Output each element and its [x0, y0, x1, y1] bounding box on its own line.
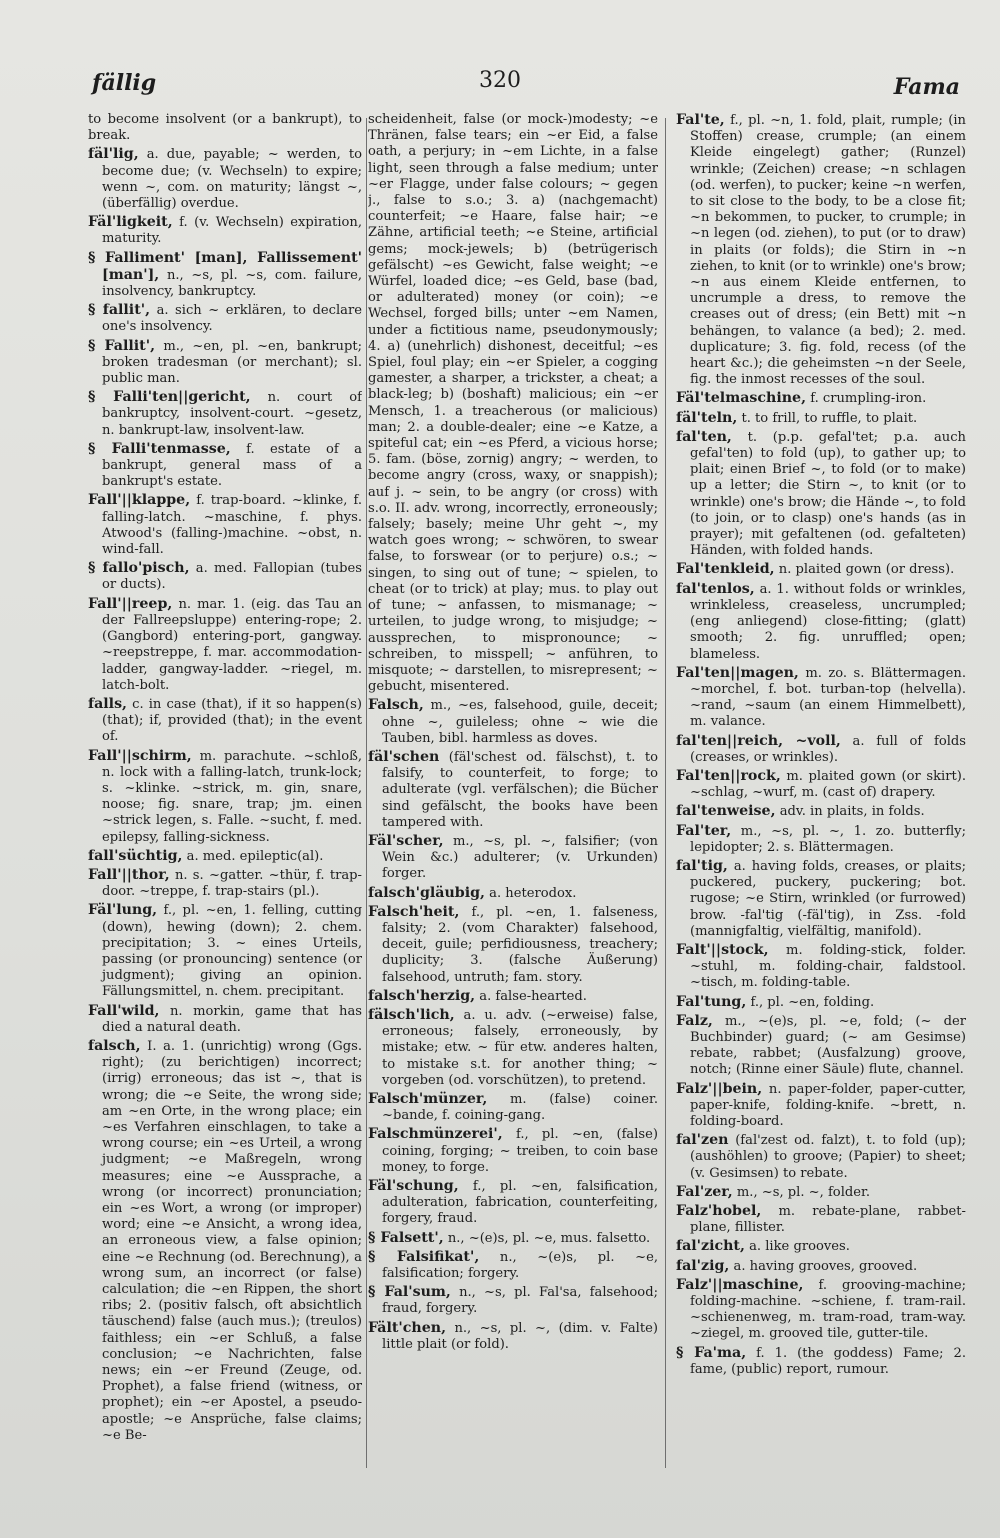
entry-definition: m. plaited gown (or skirt). ~schlag, ~wurf, m. (cast of) drapery.	[690, 768, 966, 801]
entry-definition: a. having grooves, grooved.	[733, 1258, 918, 1274]
dictionary-entry	[676, 1203, 966, 1236]
entry-definition: a. u. adv. (~erweise) false, erroneous; falsely, erroneously, by mistake; etw. ~ für etw. anderes halten, to mistake s.t. for another thing; ~ vorgeben (od. vorschützen), to pretend.	[382, 1007, 658, 1088]
entry-definition: (fal'zest od. falzt), t. to fold (up); (aushöhlen) to groove; (Papier) to sheet; (v. Gesimsen) to rebate.	[690, 1133, 966, 1181]
entry-definition: a. like grooves.	[749, 1239, 850, 1255]
entry-definition: m., ~s, pl. ~, folder.	[736, 1184, 870, 1200]
entry-headword: § Falsett',	[368, 1229, 444, 1246]
entry-headword: Fal'tenkleid,	[676, 561, 775, 578]
dictionary-entry	[88, 112, 362, 144]
dictionary-entry	[88, 146, 362, 212]
entry-headword: Fall'wild,	[88, 1002, 160, 1019]
entry-headword: Fal'zer,	[676, 1183, 733, 1200]
column-3	[676, 112, 966, 1492]
entry-definition: a. med. epileptic(al).	[186, 848, 324, 864]
dictionary-entry	[676, 665, 966, 731]
entry-definition: n. plaited gown (or dress).	[778, 562, 955, 578]
entry-headword: Fäl'scher,	[368, 832, 444, 849]
entry-headword: § Fal'sum,	[368, 1284, 451, 1301]
entry-definition: m. rebate-plane, rabbet-plane, fillister.	[690, 1204, 966, 1236]
dictionary-entry	[676, 1258, 966, 1275]
entry-definition: a. med. Fallopian (tubes or ducts).	[102, 561, 362, 593]
entry-headword: Fall'||schirm,	[88, 747, 192, 764]
entry-definition: f. (v. Wechseln) expiration, maturity.	[102, 215, 362, 247]
column-divider	[366, 118, 367, 1468]
entry-definition: m., ~s, pl. ~, falsifier; (von Wein &c.) adulterer; (v. Urkunden) forger.	[382, 833, 658, 882]
entry-headword: Falz'||maschine,	[676, 1276, 804, 1293]
dictionary-entry	[676, 1345, 966, 1378]
entry-headword: fal'tenweise,	[676, 803, 776, 820]
dictionary-entry	[88, 214, 362, 247]
dictionary-entry	[368, 988, 658, 1005]
dictionary-entry	[676, 858, 966, 940]
entry-headword: Falsch,	[368, 697, 424, 714]
entry-headword: falsch'gläubig,	[368, 884, 485, 901]
dictionary-entry	[368, 1284, 658, 1317]
entry-definition: a. having folds, creases, or plaits; puckered, puckery, puckering; bot. rugose; ~e Stirn, wrinkled (or furrowed) brow. -fal'tig (-fäl'tig), in Zss. -fold (mannigfaltig, vielfältig, manifold).	[690, 858, 966, 939]
dictionary-entry	[368, 833, 658, 883]
entry-definition: adv. in plaits, in folds.	[779, 804, 925, 820]
entry-headword: § Falli'ten||gericht,	[88, 389, 251, 406]
entry-definition: t. (p.p. gefal'tet; p.a. auch gefal'ten) to fold (up), to gather up; to plait; einen Brief ~, to fold (or to make) up a letter; die Stirn ~, to knit (or to wrinkle) one's brow; die Hände ~, to fold (to join, or to clasp) one's hands (as in prayer); mit gefaltenen (od. gefalteten) Händen, with folded hands.	[690, 429, 966, 559]
dictionary-entry	[676, 994, 966, 1011]
entry-headword: § Falli'tenmasse,	[88, 440, 231, 457]
dictionary-entry	[88, 250, 362, 301]
dictionary-entry	[676, 733, 966, 766]
entry-definition: I. a. 1. (unrichtig) wrong (Ggs. right); (zu berichtigen) incorrect; (irrig) erroneous; das ist ~, that is wrong; die ~e Seite, the wrong side; am ~en Orte, in the wrong place; ein ~es Verfahren einschlagen, to take a wrong course; ein ~es Urteil, a wrong judgment; ~e Maßregeln, wrong measures; eine ~e Aussprache, a wrong (or incorrect) pronunciation; ein ~es Wort, a wrong (or improper) word; eine ~e Ansicht, a wrong idea, an erroneous view, a false opinion; eine ~e Rechnung (od. Berechnung), a wrong sum, an incorrect (or false) calculation; die ~en Rippen, the short ribs; 2. (positiv falsch, oft absichtlich täuschend) false (auch mus.); (treulos) faithless; ein ~er Schluß, a false conclusion; ~e Nachrichten, false news; ein ~er Freund (Zeuge, od. Prophet), a false friend (witness, or prophet); ein ~er Apostel, a pseudo-apostle; ~e Ansprüche, false claims; ~e Be-	[102, 1038, 362, 1443]
entry-definition: t. to frill, to ruffle, to plait.	[741, 410, 918, 426]
entry-definition: n., ~s, pl. Fal'sa, falsehood; fraud, forgery.	[382, 1285, 658, 1317]
entry-definition: m., ~es, falsehood, guile, deceit; ohne ~, guileless; ohne ~ wie die Tauben, bibl. harmless as doves.	[382, 698, 658, 746]
entry-headword: Falsch'münzer,	[368, 1090, 488, 1107]
dictionary-entry	[676, 768, 966, 801]
entry-headword: fal'ten,	[676, 428, 732, 445]
entry-headword: fal'tenlos,	[676, 580, 755, 597]
entry-definition: f. crumpling-iron.	[810, 391, 927, 407]
entry-definition: m., ~en, pl. ~en, bankrupt; broken tradesman (or merchant); sl. public man.	[102, 338, 362, 387]
entry-definition: n., ~s, pl. ~s, com. failure, insolvency, bankruptcy.	[102, 267, 362, 300]
dictionary-entry	[368, 1178, 658, 1228]
entry-definition: a. 1. without folds or wrinkles, wrinkleless, creaseless, uncrumpled; (eng anliegend) close-fitting; (glatt) smooth; 2. fig. unruffled; open; blameless.	[690, 581, 966, 662]
entry-definition: (fäl'schest od. fälschst), t. to falsify, to counterfeit, to forge; to adulterate (vgl. verfälschen); die Bücher sind gefälscht, the books have been tampered with.	[382, 749, 658, 830]
entry-headword: fäl'teln,	[676, 409, 738, 426]
entry-definition: f. estate of a bankrupt, general mass of a bankrupt's estate.	[102, 441, 362, 490]
entry-headword: Falsch'heit,	[368, 903, 460, 920]
entry-definition: c. in case (that), if it so happen(s) (that); if, provided (that); in the event of.	[102, 696, 362, 745]
dictionary-entry	[676, 1081, 966, 1131]
entry-headword: fälsch'lich,	[368, 1006, 455, 1023]
dictionary-entry	[88, 867, 362, 900]
dictionary-entry	[368, 697, 658, 747]
page-header	[0, 60, 1000, 100]
dictionary-entry	[368, 1320, 658, 1353]
entry-definition: f., pl. ~en, folding.	[750, 994, 875, 1010]
dictionary-entry	[676, 1132, 966, 1182]
entry-headword: § Fa'ma,	[676, 1344, 747, 1361]
entry-definition: n. morkin, game that has died a natural death.	[102, 1003, 362, 1035]
dictionary-entry	[88, 389, 362, 439]
dictionary-entry	[676, 112, 966, 388]
entry-headword: fal'zicht,	[676, 1238, 745, 1255]
entry-definition: a. sich ~ erklären, to declare one's insolvency.	[102, 303, 362, 335]
entry-definition: m. parachute. ~schloß, n. lock with a falling-latch, trunk-lock; s. ~klinke. ~strick, m. gin, snare, noose; fig. snare, trap; jm. einen ~strick legen, s. Falle. ~sucht, f. med. epilepsy, falling-sickness.	[102, 748, 362, 845]
entry-definition: f. 1. (the goddess) Fame; 2. fame, (public) report, rumour.	[690, 1345, 966, 1377]
entry-headword: fäl'lig,	[88, 146, 139, 163]
entry-definition: f., pl. ~en, 1. falseness, falsity; 2. (vom Charakter) falsehood, deceit, guile; perfidiousness, treachery; duplicity; 3. (falsche Äußerung) falsehood, untruth; fam. story.	[382, 904, 658, 985]
dictionary-entry	[88, 596, 362, 694]
dictionary-entry	[368, 904, 658, 986]
entry-headword: Falschmünzerei',	[368, 1126, 503, 1143]
entry-headword: Fäl'ligkeit,	[88, 214, 173, 231]
entry-headword: fal'tig,	[676, 857, 728, 874]
dictionary-entry	[368, 749, 658, 831]
entry-definition: m. folding-stick, folder. ~stuhl, m. folding-chair, faldstool. ~tisch, m. folding-table.	[690, 942, 966, 991]
entry-headword: Fäl'schung,	[368, 1178, 459, 1194]
entry-headword: fal'ten||reich, ~voll,	[676, 732, 841, 749]
entry-headword: Fäl'lung,	[88, 902, 158, 919]
dictionary-entry	[676, 942, 966, 992]
dictionary-entry	[368, 1126, 658, 1176]
entry-definition: f., pl. ~en, (false) coining, forging; ~ treiben, to coin base money, to forge.	[382, 1127, 658, 1175]
entry-definition: n., ~(e)s, pl. ~e, falsification; forgery.	[382, 1249, 658, 1282]
entry-definition: to become insolvent (or a bankrupt), to break.	[88, 112, 362, 144]
entry-headword: falsch,	[88, 1037, 141, 1054]
dictionary-entry	[88, 748, 362, 846]
header-first-word: fällig	[92, 70, 157, 96]
entry-headword: Fal'te,	[676, 112, 725, 128]
page-number: 320	[479, 68, 521, 93]
entry-headword: Falz'hobel,	[676, 1203, 762, 1219]
entry-definition: m., ~(e)s, pl. ~e, fold; (~ der Buchbinder) guard; (~ am Gesimse) rebate, rabbet; (Ausfalzung) groove, notch; (Rinne einer Säule) flute, channel.	[690, 1013, 966, 1078]
dictionary-entry	[676, 429, 966, 560]
dictionary-entry	[368, 885, 658, 902]
entry-definition: f., pl. ~en, falsification, adulteration, fabrication, counterfeiting, forgery, fraud.	[382, 1179, 658, 1227]
entry-headword: falsch'herzig,	[368, 987, 476, 1004]
entry-headword: Falt'||stock,	[676, 941, 769, 958]
entry-definition: n. paper-folder, paper-cutter, paper-knife, folding-knife. ~brett, n. folding-board.	[690, 1081, 966, 1129]
entry-definition: n. mar. 1. (eig. das Tau an der Fallreepsluppe) entering-rope; 2. (Gangbord) entering-port, gangway. ~reepstreppe, f. mar. accommodation-ladder, gangway-ladder. ~riegel, m. latch-bolt.	[102, 596, 362, 693]
entry-headword: Falz,	[676, 1012, 713, 1029]
entry-headword: Fal'ten||magen,	[676, 664, 799, 681]
entry-definition: f., pl. ~en, 1. felling, cutting (down), hewing (down); 2. chem. precipitation; 3. ~ eines Urteils, passing (or pronouncing) sentence (or judgment); giving an opinion. Fällungsmittel, n. chem. precipitant.	[102, 903, 362, 1000]
entry-definition: a. due, payable; ~ werden, to become due; (v. Wechseln) to expire; wenn ~, com. on maturity; längst ~, (überfällig) overdue.	[102, 147, 362, 212]
dictionary-entry	[368, 112, 658, 695]
entry-definition: f., pl. ~n, 1. fold, plait, rumple; (in Stoffen) crease, crumple; (an einem Kleide eingelegt) gather; (Runzel) wrinkle; (Zeichen) crease; ~n schlagen (od. werfen), to pucker; keine ~n werfen, to sit close to the body, to be a close fit; ~n bekommen, to pucker, to crumple; in ~n legen (od. ziehen), to put (or to draw) in plaits (or folds); die Stirn in ~n ziehen, to knit (or to wrinkle) one's brow; ~n aus einem Kleide entfernen, to uncrumple a dress, to remove the creases out of dress; (ein Bett) mit ~n behängen, to valance (a bed); 2. med. duplicature; 3. fig. fold, recess (of the heart &c.); die geheimsten ~n der Seele, fig. the inmost recesses of the soul.	[690, 113, 966, 388]
entry-headword: Fal'ten||rock,	[676, 767, 781, 784]
entry-headword: fall'süchtig,	[88, 847, 183, 864]
entry-definition: a. false-hearted.	[479, 988, 587, 1004]
dictionary-entry	[676, 823, 966, 856]
dictionary-entry	[88, 302, 362, 335]
entry-headword: Fall'||reep,	[88, 595, 173, 612]
entry-definition: a. full of folds (creases, or wrinkles).	[690, 733, 966, 765]
column-divider	[665, 118, 666, 1468]
dictionary-entry	[88, 1038, 362, 1444]
dictionary-entry	[676, 1277, 966, 1343]
entry-headword: § fallit',	[88, 302, 151, 319]
dictionary-entry	[676, 581, 966, 663]
entry-definition: n. court of bankruptcy, insolvent-court. ~gesetz, n. bankrupt-law, insolvent-law.	[102, 390, 362, 438]
entry-definition: m., ~s, pl. ~, 1. zo. butterfly; lepidopter; 2. s. Blättermagen.	[690, 823, 966, 855]
header-last-word: Fama	[893, 74, 960, 100]
dictionary-entry	[676, 1184, 966, 1201]
dictionary-entry	[88, 560, 362, 593]
entry-headword: § Falsifikat',	[368, 1248, 480, 1265]
dictionary-entry	[368, 1007, 658, 1089]
entry-headword: fäl'schen	[368, 748, 440, 765]
dictionary-entry	[368, 1230, 658, 1247]
entry-headword: Fall'||thor,	[88, 866, 170, 883]
dictionary-entry	[676, 390, 966, 407]
entry-headword: fal'zen	[676, 1132, 729, 1149]
entry-definition: n., ~(e)s, pl. ~e, mus. falsetto.	[447, 1230, 651, 1246]
entry-definition: n., ~s, pl. ~, (dim. v. Falte) little plait (or fold).	[382, 1320, 658, 1352]
dictionary-entry	[88, 696, 362, 746]
dictionary-entry	[676, 803, 966, 820]
column-2	[368, 112, 658, 1492]
entry-definition: a. heterodox.	[489, 885, 577, 901]
entry-headword: § Fallit',	[88, 337, 156, 354]
dictionary-entry	[676, 561, 966, 578]
entry-definition: m. (false) coiner. ~bande, f. coining-gang.	[382, 1091, 658, 1124]
entry-headword: § fallo'pisch,	[88, 560, 190, 577]
entry-headword: Falz'||bein,	[676, 1080, 763, 1097]
entry-headword: falls,	[88, 695, 128, 712]
entry-headword: Fäl'telmaschine,	[676, 390, 807, 407]
column-1	[88, 112, 362, 1492]
dictionary-entry	[676, 1238, 966, 1255]
dictionary-entry	[368, 1249, 658, 1282]
dictionary-entry	[88, 338, 362, 388]
dictionary-entry	[88, 848, 362, 865]
dictionary-entry	[676, 410, 966, 427]
entry-headword: § Falliment' [man], Fallissement' [man'],	[88, 249, 362, 283]
entry-headword: Fal'tung,	[676, 993, 747, 1010]
dictionary-entry	[676, 1013, 966, 1079]
dictionary-entry	[88, 492, 362, 558]
entry-definition: f. grooving-machine; folding-machine. ~schiene, f. tram-rail. ~schienenweg, m. tram-road, tram-way. ~ziegel, m. grooved tile, gutter-tile.	[690, 1277, 966, 1342]
dictionary-entry	[368, 1091, 658, 1124]
entry-headword: Fall'||klappe,	[88, 492, 191, 509]
entry-definition: f. trap-board. ~klinke, f. falling-latch. ~maschine, f. phys. Atwood's (falling-)machine. ~obst, n. wind-fall.	[102, 493, 362, 558]
entry-headword: Fält'chen,	[368, 1319, 447, 1336]
entry-definition: scheidenheit, false (or mock-)modesty; ~e Thränen, false tears; ein ~er Eid, a false oath, a perjury; in ~em Lichte, in a false light, seen through a false medium; unter ~er Flagge, under false colours; ~ gegen j., false to s.o.; 3. a) (nachgemacht) counterfeit; ~e Haare, false hair; ~e Zähne, artificial teeth; ~e Steine, artificial gems; mock-jewels; b) (betrügerisch gefälscht) ~es Gewicht, false weight; ~e Würfel, loaded dice; ~es Geld, base (bad, or adulterated) money (or coin); ~e Wechsel, forged bills; unter ~em Namen, under a fictitious name, pseudonymously; 4. a) (unehrlich) dishonest, deceitful; ~es Spiel, foul play; ein ~er Spieler, a cogging gamester, a sharper, a trickster, a cheat; a black-leg; b) (boshaft) malicious; ein ~er Mensch, 1. a treacherous (or malicious) man; 2. a double-dealer; eine ~e Katze, a spiteful cat; ein ~es Pferd, a vicious horse; 5. fam. (böse, zornig) angry; ~ werden, to become angry (cross, waxy, or snappish); auf j. ~ sein, to be angry (or cross) with s.o. II. adv. wrong, incorrectly, erroneously; falsely; basely; meine Uhr geht ~, my watch goes wrong; ~ schwören, to swear false, to forswear (or to perjure) o.s.; ~ singen, to sing out of tune; ~ spielen, to cheat (or to trick) at play; mus. to play out of tune; ~ anfassen, to mismanage; ~ urteilen, to judge wrong, to misjudge; ~ aussprechen, to mispronounce; ~ schreiben, to misspell; ~ anführen, to misquote; ~ darstellen, to misrepresent; ~ gebucht, misentered.	[368, 112, 658, 695]
dictionary-entry	[88, 902, 362, 1000]
entry-headword: Fal'ter,	[676, 822, 732, 839]
entry-definition: n. s. ~gatter. ~thür, f. trap-door. ~treppe, f. trap-stairs (pl.).	[102, 867, 362, 900]
dictionary-entry	[88, 1003, 362, 1036]
entry-definition: m. zo. s. Blättermagen. ~morchel, f. bot. turban-top (helvella). ~rand, ~saum (an einem Himmelbett), m. valance.	[690, 665, 966, 730]
entry-headword: fal'zig,	[676, 1257, 730, 1274]
dictionary-entry	[88, 441, 362, 491]
